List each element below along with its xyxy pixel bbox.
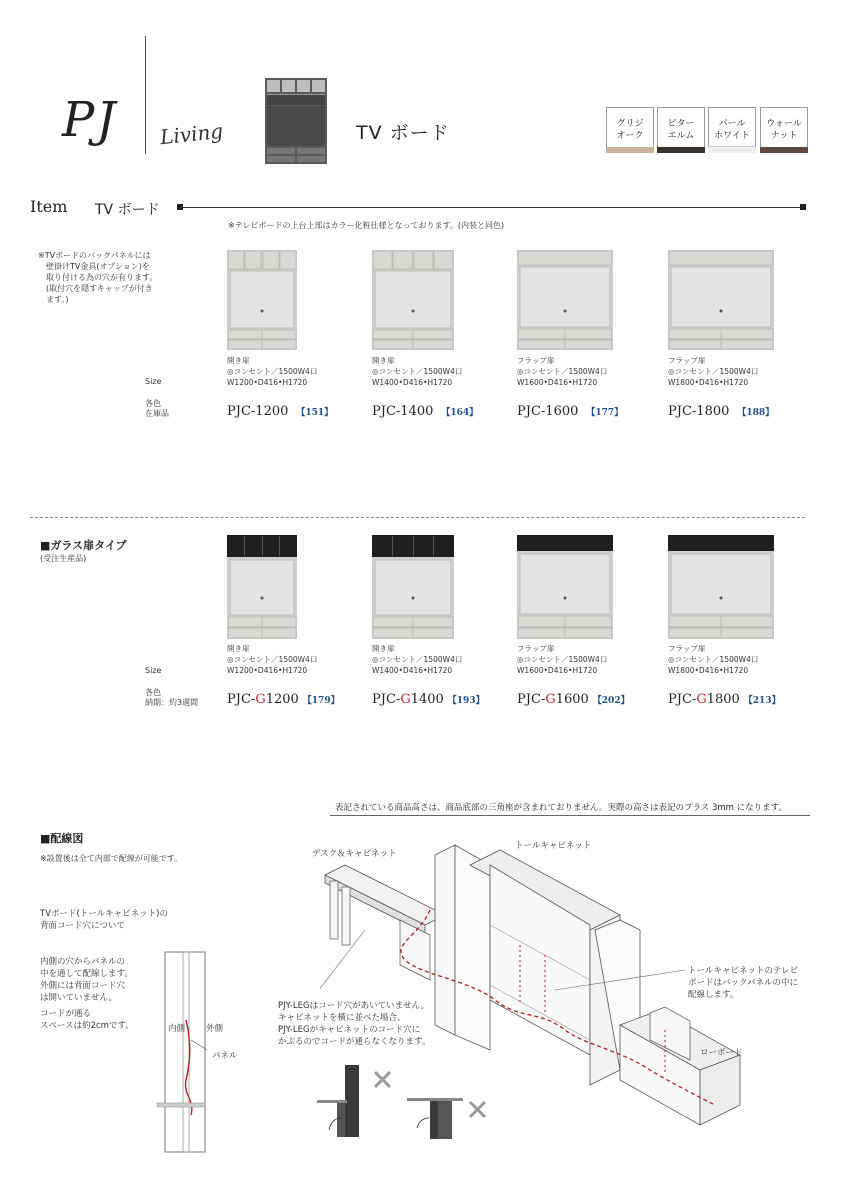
leg-blocked-illustration-1 <box>315 1060 405 1140</box>
spec-pjc-1600: フラップ扉 ◎コンセント／1500W4口 W1600•D416•H1720 <box>517 356 608 387</box>
item-heading: Item <box>30 197 68 216</box>
wiring-note: ※設置後は全て内部で配線が可能です。 <box>40 854 183 863</box>
leg-warning-note: PJY-LEGはコード穴があいていません。 キャビネットを横に並べた場合、 PJY-LEGがキャビネットのコード穴に かぶるのでコードが通らなくなります。 <box>278 1001 431 1047</box>
model-pjc-1200: PJC-1200 【151】 <box>227 404 334 419</box>
leg-blocked-illustration-2 <box>405 1090 495 1140</box>
swatch-pearl-white: パール ホワイト <box>708 107 756 153</box>
size-label: Size <box>145 377 162 386</box>
brand-divider <box>145 36 146 154</box>
model-pjc-1600: PJC-1600 【177】 <box>517 404 624 419</box>
model-pjc-g1800: PJC-G1800 【213】 <box>668 692 781 707</box>
brand-logo-living: Living <box>158 118 225 150</box>
glass-size-label: Size <box>145 666 162 675</box>
glass-section-sub: (受注生産品) <box>40 554 87 563</box>
back-hole-title: TVボード(トールキャビネット)の 背面コード穴について <box>40 909 168 931</box>
glass-leadtime-label: 各色 納期：約3週間 <box>145 688 199 707</box>
spec-pjc-g1200: 開き扉 ◎コンセント／1500W4口 W1200•D416•H1720 <box>227 644 318 675</box>
side-note: ※TVボードのバックパネルには 壁掛けTV金具(オプション)を 取り付ける為の穴が有ります。 (取付穴を隠すキャップが付き ます。) <box>38 251 158 304</box>
page-title: TV ボード <box>356 122 450 144</box>
model-pjc-g1600: PJC-G1600 【202】 <box>517 692 630 707</box>
stock-label: 各色 在庫品 <box>145 399 169 418</box>
product-image-pjc-1400 <box>372 250 454 350</box>
glass-section-title: ■ガラス扉タイプ <box>40 539 127 552</box>
model-pjc-g1400: PJC-G1400 【193】 <box>372 692 485 707</box>
label-desk-cabinet: デスク＆キャビネット <box>312 849 397 859</box>
label-tall-cabinet-note: トールキャビネットのテレビ ボードはバックパネルの中に 配線します。 <box>688 966 799 1000</box>
label-outer: 外側 <box>206 1024 224 1034</box>
top-note: ※テレビボードの上台上部はカラー化粧仕様となっております。(内装と同色) <box>228 221 505 230</box>
product-image-pjc-1800 <box>668 250 774 350</box>
section-divider <box>30 517 805 518</box>
cord-space-note: コードが通る スペースは約2cmです。 <box>40 1009 134 1031</box>
inner-hole-note: 内側の穴からパネルの 中を通して配線します。 外側には背面コード穴 は開いていません。 <box>40 957 133 1003</box>
item-rule <box>180 207 802 208</box>
label-inner: 内側 <box>168 1024 186 1034</box>
product-image-pjc-1600 <box>517 250 613 350</box>
swatch-grigio-oak: グリジ オーク <box>606 107 654 153</box>
product-line-icon <box>265 78 327 164</box>
spec-pjc-g1600: フラップ扉 ◎コンセント／1500W4口 W1600•D416•H1720 <box>517 644 608 675</box>
item-subheading: TV ボード <box>95 202 160 218</box>
brand-logo-pj: PJ <box>62 92 118 148</box>
model-pjc-g1200: PJC-G1200 【179】 <box>227 692 340 707</box>
footnote-rule <box>330 815 810 816</box>
rule-dot-right <box>800 204 806 210</box>
spec-pjc-1200: 開き扉 ◎コンセント／1500W4口 W1200•D416•H1720 <box>227 356 318 387</box>
spec-pjc-g1400: 開き扉 ◎コンセント／1500W4口 W1400•D416•H1720 <box>372 644 463 675</box>
model-pjc-1400: PJC-1400 【164】 <box>372 404 479 419</box>
product-image-pjc-1200 <box>227 250 297 350</box>
label-low-board: ローボード <box>700 1048 743 1058</box>
model-pjc-1800: PJC-1800 【188】 <box>668 404 775 419</box>
product-image-pjc-g1400 <box>372 535 454 639</box>
label-tall-cabinet: トールキャビネット <box>515 841 592 851</box>
label-panel: パネル <box>212 1051 238 1061</box>
spec-pjc-1400: 開き扉 ◎コンセント／1500W4口 W1400•D416•H1720 <box>372 356 463 387</box>
swatch-walnut: ウォール ナット <box>760 107 808 153</box>
swatch-bitter-elm: ビター エルム <box>657 107 705 153</box>
spec-pjc-1800: フラップ扉 ◎コンセント／1500W4口 W1800•D416•H1720 <box>668 356 759 387</box>
wiring-title: ■配線図 <box>40 832 84 845</box>
spec-pjc-g1800: フラップ扉 ◎コンセント／1500W4口 W1800•D416•H1720 <box>668 644 759 675</box>
product-image-pjc-g1600 <box>517 535 613 639</box>
product-image-pjc-g1800 <box>668 535 774 639</box>
product-image-pjc-g1200 <box>227 535 297 639</box>
height-footnote: 表記されている商品高さは、商品底部の三角座が含まれておりません。実際の高さは表記のプラス 3mm になります。 <box>335 803 787 813</box>
